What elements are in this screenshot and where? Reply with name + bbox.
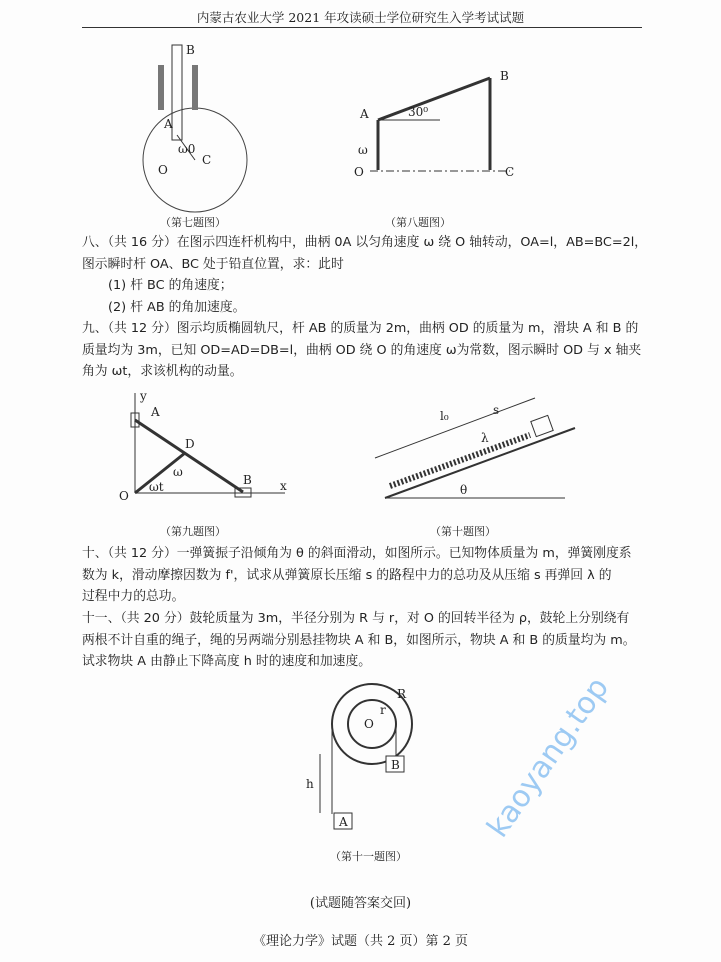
label-R: R bbox=[397, 687, 407, 701]
q8-item: (2) 杆 AB 的角加速度。 bbox=[108, 299, 246, 315]
header-rule bbox=[82, 27, 642, 28]
label-omega: ω bbox=[173, 465, 183, 479]
q9-line: 九、（共 12 分）图示均质椭圆轨尺，杆 AB 的质量为 2m，曲柄 OD 的质量为 m，滑块 A 和 B 的 bbox=[82, 321, 639, 336]
label-A: A bbox=[164, 117, 173, 131]
label-C: C bbox=[505, 165, 515, 179]
fig10-caption: （第十题图） bbox=[430, 525, 496, 538]
figure-10 bbox=[365, 388, 585, 508]
question-9 bbox=[82, 318, 641, 383]
label-lambda: λ bbox=[481, 431, 489, 445]
label-s: s bbox=[493, 403, 500, 417]
watermark: kaoyang.top bbox=[480, 671, 617, 844]
figure-11 bbox=[300, 676, 430, 841]
page-header: 内蒙古农业大学 2021 年攻读硕士学位研究生入学考试试题 bbox=[196, 10, 525, 25]
label-A: A bbox=[151, 405, 160, 419]
label-B: B bbox=[500, 69, 509, 83]
q8-line: 图示瞬时杆 OA、BC 处于铅直位置，求：此时 bbox=[82, 256, 344, 272]
label-O: O bbox=[354, 165, 364, 179]
question-8 bbox=[82, 232, 647, 318]
figure-9 bbox=[115, 388, 295, 508]
q11-line: 十一、（共 20 分）鼓轮质量为 3m，半径分别为 R 与 r，对 O 的回转半径为 ρ，鼓轮上分别绕有 bbox=[82, 611, 630, 626]
fig11-caption: （第十一题图） bbox=[330, 850, 407, 863]
label-theta: θ bbox=[460, 483, 468, 497]
return-note: (试题随答案交回) bbox=[309, 896, 412, 911]
label-A: A bbox=[339, 815, 348, 829]
label-h: h bbox=[306, 777, 314, 791]
label-x: x bbox=[280, 479, 287, 493]
label-B: B bbox=[391, 758, 400, 772]
q8-item: (1) 杆 BC 的角速度； bbox=[108, 278, 233, 293]
q11-line: 两根不计自重的绳子，绳的另两端分别悬挂物块 A 和 B，如图所示，物块 A 和 B 的质量均为 m。 bbox=[82, 632, 636, 648]
fig7-caption: （第七题图） bbox=[160, 216, 226, 229]
label-O: O bbox=[364, 717, 374, 731]
label-B: B bbox=[186, 43, 195, 57]
label-omega: ω bbox=[358, 143, 368, 157]
label-30deg: 30⁰ bbox=[408, 105, 429, 119]
fig9-caption: （第九题图） bbox=[160, 525, 226, 538]
label-A: A bbox=[360, 107, 369, 121]
label-C: C bbox=[202, 153, 212, 167]
label-D: D bbox=[185, 437, 195, 451]
q10-line: 十、（共 12 分）一弹簧振子沿倾角为 θ 的斜面滑动，如图所示。已知物体质量为 m，弹簧刚度系 bbox=[82, 546, 632, 561]
label-l0: l₀ bbox=[440, 409, 449, 423]
label-O: O bbox=[119, 489, 129, 503]
question-11 bbox=[82, 608, 636, 673]
label-O: O bbox=[158, 163, 168, 177]
label-r: r bbox=[380, 703, 386, 717]
label-B: B bbox=[243, 473, 252, 487]
q10-line: 数为 k，滑动摩擦因数为 f'，试求从弹簧原长压缩 s 的路程中力的总功及从压缩 s 再弹回 λ 的 bbox=[82, 567, 612, 583]
label-omega0: ω0 bbox=[178, 142, 196, 156]
fig8-caption: （第八题图） bbox=[385, 216, 451, 229]
figure-7 bbox=[150, 40, 250, 210]
q8-line: 八、（共 16 分）在图示四连杆机构中，曲柄 0A 以匀角速度 ω 绕 O 轴转动，OA=l，AB=BC=2l， bbox=[82, 235, 648, 250]
label-y: y bbox=[140, 389, 147, 403]
question-10 bbox=[82, 543, 632, 608]
q9-line: 角为 ωt，求该机构的动量。 bbox=[82, 364, 243, 379]
q10-line: 过程中力的总功。 bbox=[82, 589, 185, 604]
page-footer: 《理论力学》试题（共 2 页）第 2 页 bbox=[252, 934, 469, 949]
figure-8 bbox=[350, 70, 530, 190]
q11-line: 试求物块 A 由静止下降高度 h 时的速度和加速度。 bbox=[82, 654, 372, 669]
q9-line: 质量均为 3m，已知 OD=AD=DB=l，曲柄 OD 绕 O 的角速度 ω为常数，图示瞬时 OD 与 x 轴夹 bbox=[82, 342, 642, 358]
label-omega-t: ωt bbox=[149, 480, 164, 494]
